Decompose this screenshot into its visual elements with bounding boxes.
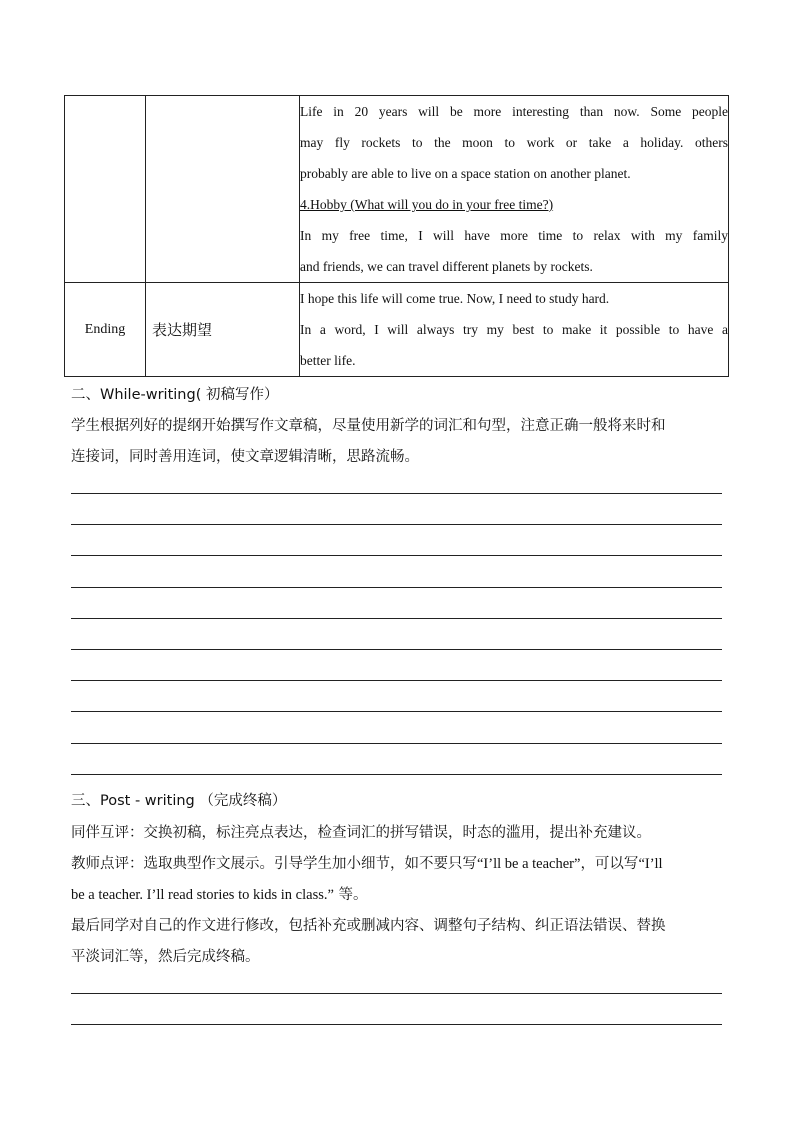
content-line — [300, 189, 728, 220]
writing-line — [71, 618, 722, 619]
content-line: and friends, we can travel different planets by rockets. — [300, 259, 593, 274]
table-row — [65, 283, 729, 377]
example-sentence: “I’ll — [638, 856, 663, 872]
teacher-review-part: 等。 — [333, 887, 368, 903]
peer-review-text: 同伴互评：交换初稿，标注亮点表达，检查词汇的拼写错误，时态的滥用，提出补充建议。 — [71, 825, 651, 841]
content-cell — [300, 283, 729, 377]
writing-line — [71, 587, 722, 588]
outline-table — [64, 95, 729, 377]
purpose-cell — [146, 96, 300, 283]
hobby-heading: 4.Hobby (What will you do in your free time?) — [300, 197, 554, 212]
writing-line — [71, 743, 722, 744]
final-revision-text: 平淡词汇等，然后完成终稿。 — [71, 949, 260, 965]
while-writing-heading: 二、While-writing( 初稿写作） — [71, 387, 279, 403]
content-line: Life in 20 years will be more interesting than now. Some people — [300, 104, 728, 119]
stage-label: Ending — [65, 283, 146, 377]
content-line: In my free time, I will have more time to relax with my family — [300, 228, 728, 243]
content-line: In a word, I will always try my best to make it possible to have a — [300, 322, 728, 337]
writing-line — [71, 649, 722, 650]
content-line: may fly rockets to the moon to work or take a holiday. others — [300, 135, 728, 150]
teacher-review-part: ，可以写 — [580, 856, 639, 872]
writing-line — [71, 774, 722, 775]
example-sentence: “I’ll be a teacher” — [477, 856, 581, 872]
while-writing-text-line: 学生根据列好的提纲开始撰写作文章稿，尽量使用新学的词汇和句型，注意正确一般将来时和 — [71, 418, 666, 434]
content-line: I hope this life will come true. Now, I need to study hard. — [300, 291, 610, 306]
teacher-review-text — [71, 883, 723, 904]
writing-line — [71, 680, 722, 681]
writing-line — [71, 524, 722, 525]
teacher-review-text — [71, 852, 723, 873]
content-line: probably are able to live on a space station on another planet. — [300, 166, 631, 181]
writing-line — [71, 555, 722, 556]
writing-line — [71, 993, 722, 994]
writing-line — [71, 1024, 722, 1025]
purpose-label: 表达期望 — [146, 283, 300, 377]
post-writing-heading: 三、Post - writing （完成终稿） — [71, 793, 287, 809]
content-line: better life. — [300, 353, 356, 368]
final-revision-text: 最后同学对自己的作文进行修改，包括补充或删减内容、调整句子结构、纠正语法错误、替换 — [71, 918, 666, 934]
teacher-review-part: 教师点评：选取典型作文展示。引导学生加小细节，如不要只写 — [71, 856, 477, 872]
table-row — [65, 96, 729, 283]
content-cell — [300, 96, 729, 283]
writing-line — [71, 493, 722, 494]
example-sentence: be a teacher. I’ll read stories to kids in class.” — [71, 887, 334, 903]
stage-cell — [65, 96, 146, 283]
writing-line — [71, 711, 722, 712]
while-writing-text-line: 连接词，同时善用连词，使文章逻辑清晰，思路流畅。 — [71, 449, 419, 465]
